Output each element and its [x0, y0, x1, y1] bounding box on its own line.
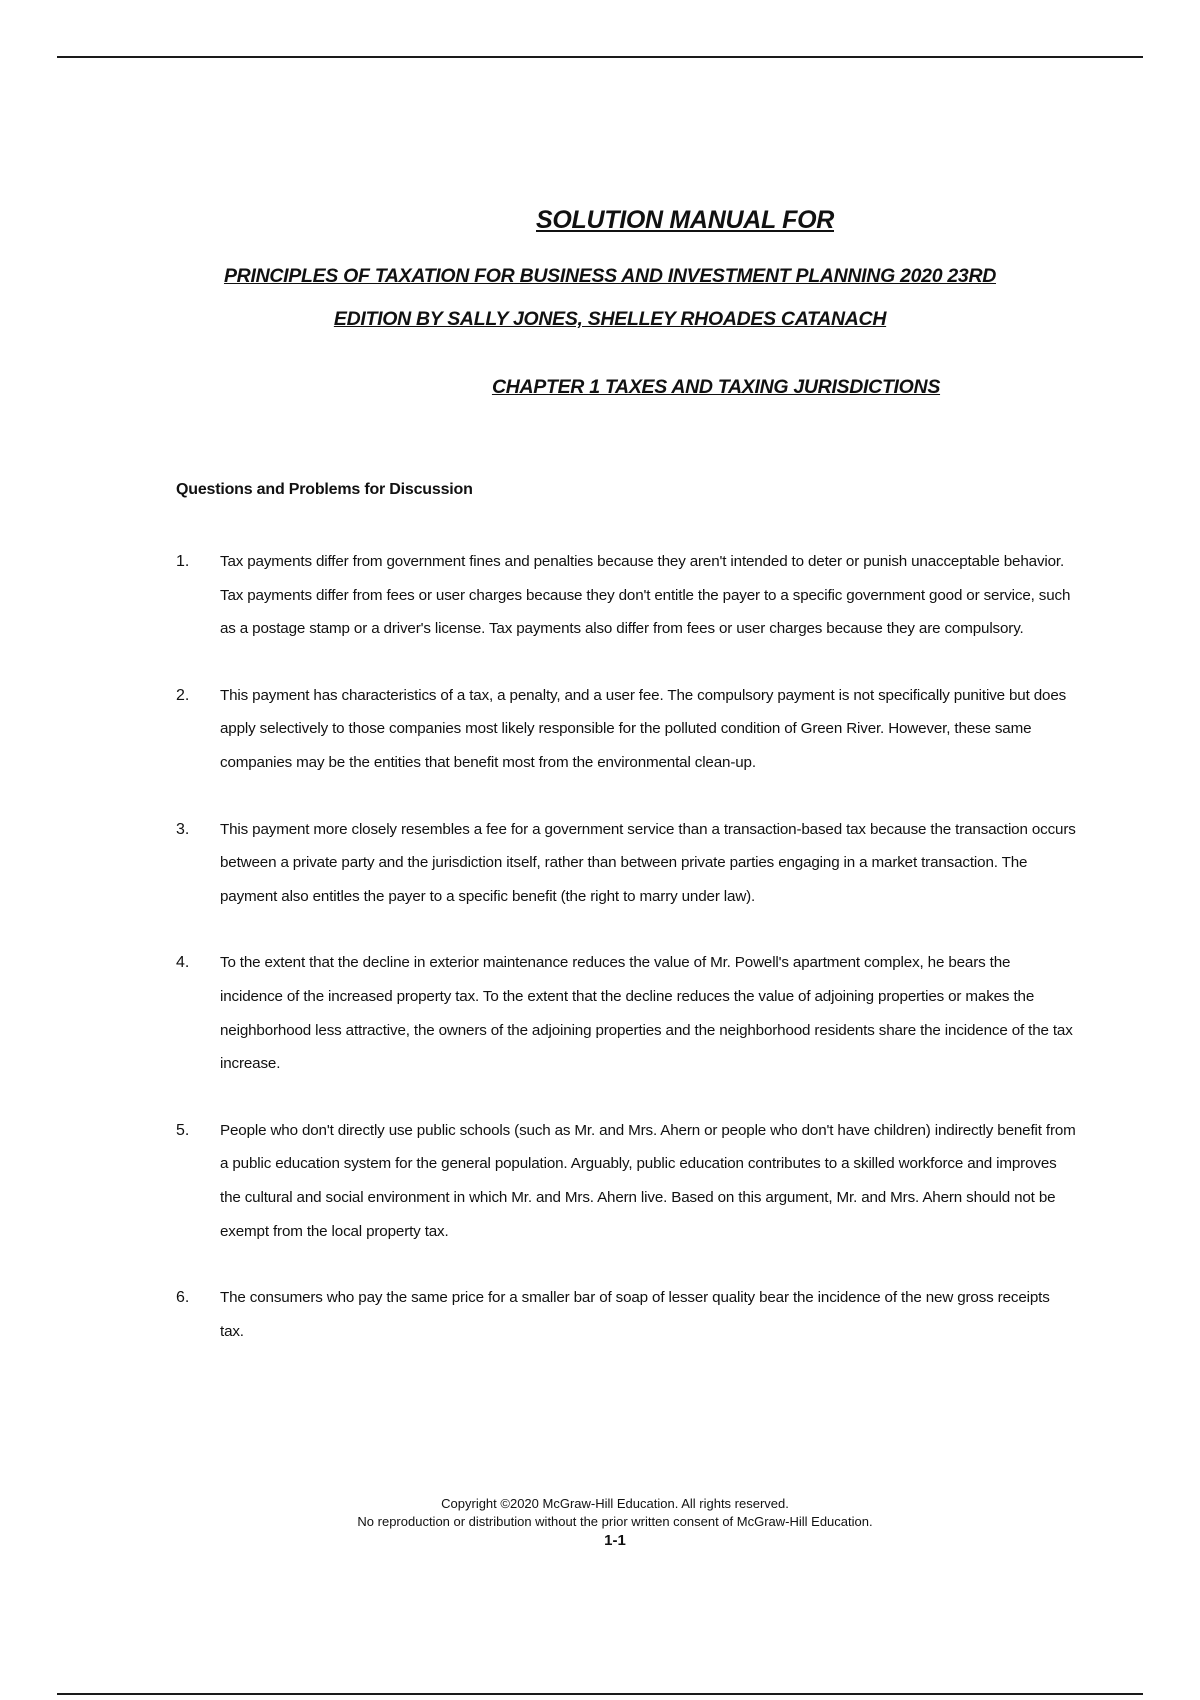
page-number: 1-1 [604, 1532, 626, 1549]
answer-text: Tax payments differ from government fines and penalties because they aren't intended to deter or punish unacceptable behavior. Tax payments differ from fees or user charges because they don't entitle the payer to a specific government good or service, such as a postage stamp or a driver's license. Tax payments also differ from fees or user charges because they are compulsory. [220, 553, 1071, 638]
answer-text: This payment more closely resembles a fee for a government service than a transaction-based tax because the transaction occurs between a private party and the jurisdiction itself, rather than between private parties engaging in a market transaction. The payment also entitles the payer to a specific benefit (the right to marry under law). [220, 820, 1076, 905]
reproduction-notice: No reproduction or distribution without the prior written consent of McGraw-Hill Education. [357, 1514, 873, 1529]
answer-number: 4. [176, 954, 190, 972]
answer-text: People who don't directly use public schools (such as Mr. and Mrs. Ahern or people who don't have children) indirectly benefit from a public education system for the general population. Arguably, public education contributes to a skilled workforce and improves the cultural and social environment in which Mr. and Mrs. Ahern live. Based on this argument, Mr. and Mrs. Ahern should not be exempt from the local property tax. [220, 1121, 1076, 1240]
page-footer [300, 1495, 930, 1551]
bottom-rule [57, 1693, 1143, 1695]
answer-number: 3. [176, 820, 190, 838]
answer-text: The consumers who pay the same price for a smaller bar of soap of lesser quality bear the incidence of the new gross receipts tax. [220, 1289, 1050, 1340]
answer-number: 6. [176, 1289, 190, 1307]
book-title-line-2: EDITION BY SALLY JONES, SHELLEY RHOADES CATANACH [333, 308, 887, 330]
answer-list [176, 545, 1076, 1381]
answer-text: To the extent that the decline in exterior maintenance reduces the value of Mr. Powell's apartment complex, he bears the incidence of the increased property tax. To the extent that the decline reduces the value of adjoining properties or makes the neighborhood less attractive, the owners of the adjoining properties and the neighborhood residents share the incidence of the tax increase. [220, 954, 1073, 1073]
answer-item [176, 545, 1076, 646]
top-rule [57, 56, 1143, 58]
answer-item [176, 1281, 1076, 1348]
answer-number: 1. [176, 553, 190, 570]
answer-text: This payment has characteristics of a tax, a penalty, and a user fee. The compulsory payment is not specifically punitive but does apply selectively to those companies most likely responsible for the polluted condition of Green River. However, these same companies may be the entities that benefit most from the environmental clean-up. [220, 686, 1067, 771]
chapter-title: CHAPTER 1 TAXES AND TAXING JURISDICTIONS [491, 376, 941, 398]
answer-item [176, 1114, 1076, 1248]
answer-item [176, 813, 1076, 914]
book-title-line-1: PRINCIPLES OF TAXATION FOR BUSINESS AND INVESTMENT PLANNING 2020 23RD [223, 265, 997, 287]
document-title: SOLUTION MANUAL FOR [536, 206, 834, 234]
answer-item [176, 679, 1076, 780]
answer-number: 5. [176, 1121, 190, 1139]
answer-number: 2. [176, 686, 190, 704]
copyright-notice: Copyright ©2020 McGraw-Hill Education. All rights reserved. [441, 1496, 789, 1511]
section-heading: Questions and Problems for Discussion [176, 481, 473, 498]
answer-item [176, 946, 1076, 1080]
